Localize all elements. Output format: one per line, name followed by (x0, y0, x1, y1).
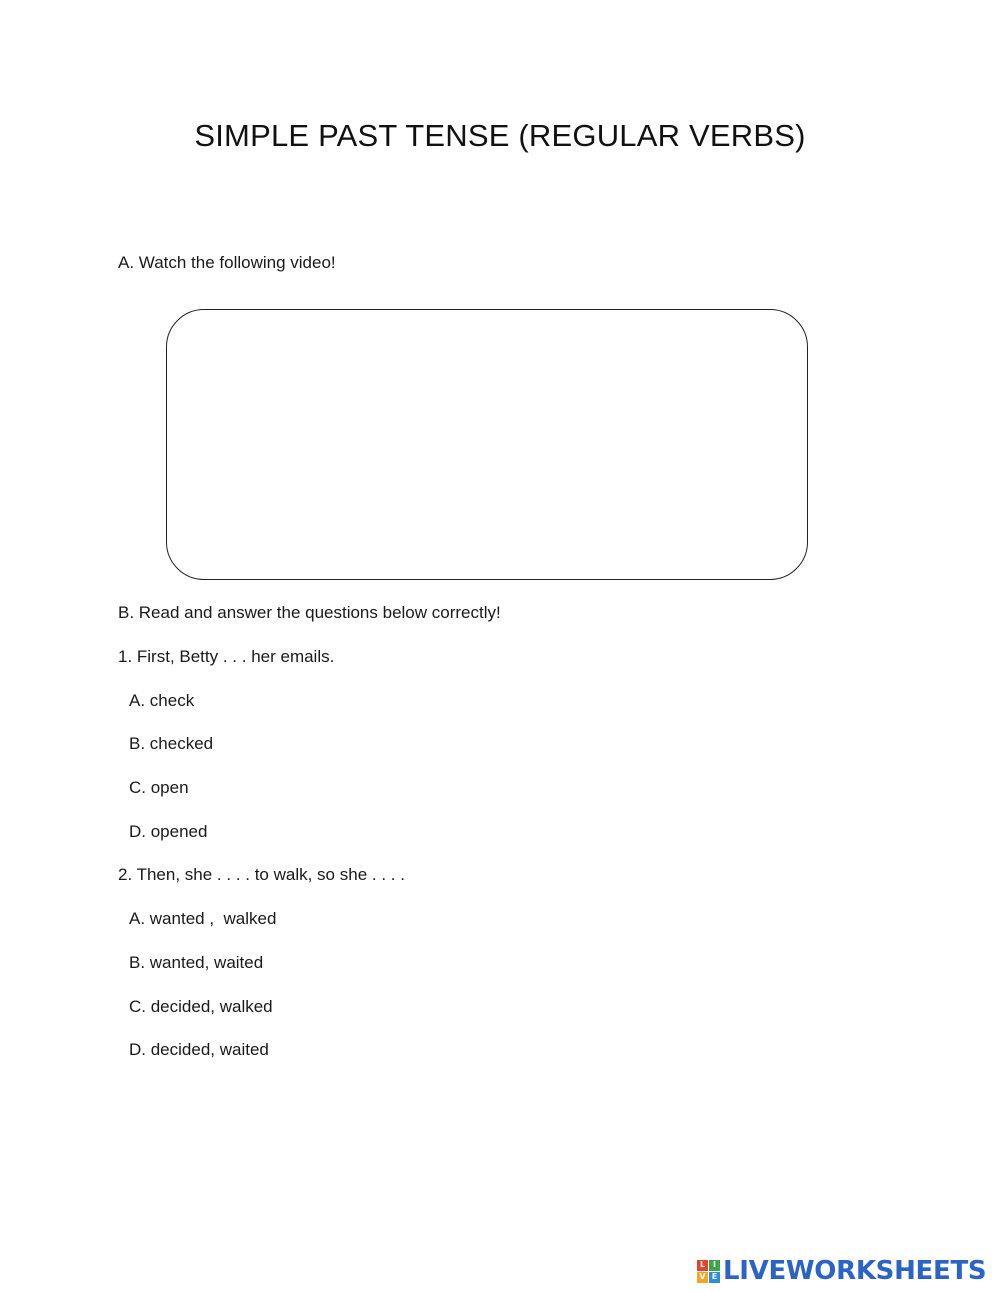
question-2-option-d[interactable]: D. decided, waited (129, 1040, 269, 1059)
logo-tile: L (697, 1260, 708, 1271)
logo-tile: I (709, 1260, 720, 1271)
section-a-instruction: A. Watch the following video! (118, 253, 336, 272)
logo-tiles-icon (697, 1260, 720, 1283)
question-1-option-c[interactable]: C. open (129, 778, 189, 797)
logo-text: LIVEWORKSHEETS (723, 1256, 987, 1286)
question-1-prompt: 1. First, Betty . . . her emails. (118, 647, 335, 666)
question-1-option-b[interactable]: B. checked (129, 734, 214, 753)
logo-tile: E (709, 1272, 720, 1283)
question-1-option-a[interactable]: A. check (129, 691, 195, 710)
logo-tile: V (697, 1272, 708, 1283)
section-b-instruction: B. Read and answer the questions below correctly! (118, 603, 501, 622)
question-1-option-d[interactable]: D. opened (129, 822, 208, 841)
question-2-option-c[interactable]: C. decided, walked (129, 997, 273, 1016)
liveworksheets-logo (697, 1256, 986, 1286)
question-2-option-a[interactable]: A. wanted , walked (129, 909, 277, 928)
question-2-prompt: 2. Then, she . . . . to walk, so she . . . . (118, 865, 405, 884)
page-title: SIMPLE PAST TENSE (REGULAR VERBS) (194, 118, 806, 153)
video-placeholder[interactable] (166, 309, 808, 580)
question-2-option-b[interactable]: B. wanted, waited (129, 953, 264, 972)
